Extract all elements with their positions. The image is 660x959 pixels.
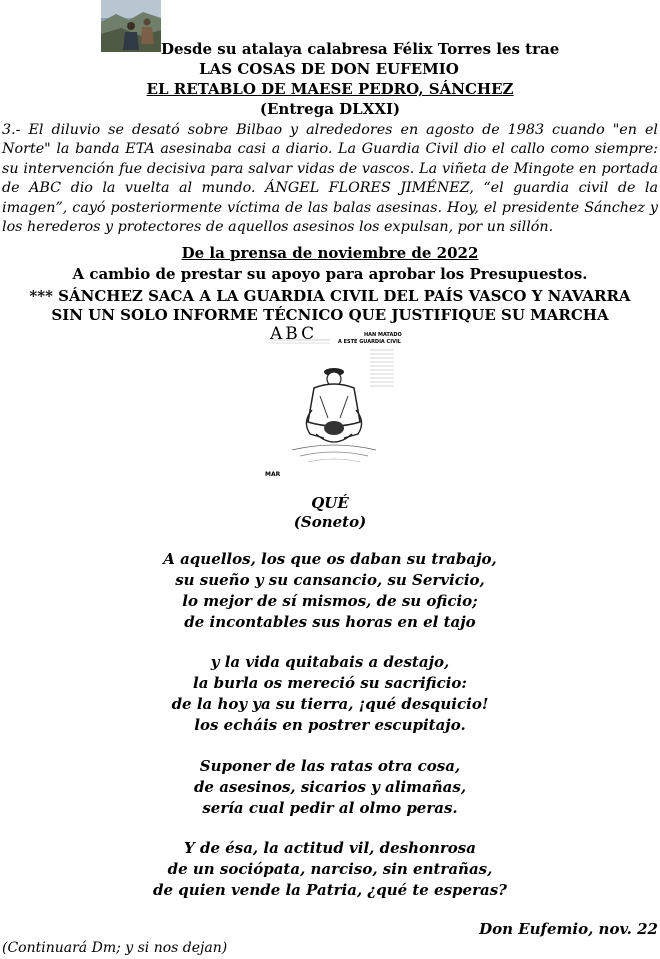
poem-subtitle: (Soneto) xyxy=(293,513,367,531)
poem-line: Suponer de las ratas otra cosa, xyxy=(199,757,461,775)
poem-line: de incontables sus horas en el tajo xyxy=(184,613,476,631)
poem-stanza-1 xyxy=(0,549,660,633)
header-line-1: Desde su atalaya calabresa Félix Torres les trae xyxy=(161,40,560,58)
poem-line: lo mejor de sí mismos, de su oficio; xyxy=(182,592,478,610)
footer-note: (Continuará Dm; y si nos dejan) xyxy=(2,940,228,956)
news-line-2: *** SÁNCHEZ SACA A LA GUARDIA CIVIL DEL PAÍS VASCO Y NAVARRA xyxy=(29,287,631,305)
header-line-4: (Entrega DLXXI) xyxy=(259,100,401,118)
poem-line: y la vida quitabais a destajo, xyxy=(210,653,450,671)
poem-line: de quien vende la Patria, ¿qué te esperas? xyxy=(153,881,507,899)
cartoon-headline-1: HAN MATADO xyxy=(364,332,402,338)
poem-stanza-3 xyxy=(0,756,660,819)
poem-line: los echáis en postrer escupitajo. xyxy=(194,716,466,734)
header-line-3: EL RETABLO DE MAESE PEDRO, SÁNCHEZ xyxy=(146,80,514,98)
poem-title: QUÉ xyxy=(311,494,349,512)
author-photo xyxy=(101,0,161,52)
news-line-3: SIN UN SOLO INFORME TÉCNICO QUE JUSTIFIQUE SU MARCHA xyxy=(51,306,609,324)
signature: Don Eufemio, nov. 22 xyxy=(479,920,658,938)
news-line-1: A cambio de prestar su apoyo para aprobar los Presupuestos. xyxy=(72,265,588,283)
abc-cartoon xyxy=(265,324,402,486)
cartoon-masthead: ABC xyxy=(270,324,318,344)
header-line-2: LAS COSAS DE DON EUFEMIO xyxy=(199,60,459,78)
cartoon-headline-2: A ESTE GUARDIA CIVIL xyxy=(338,339,401,345)
cartoon-signature: MAR xyxy=(265,471,281,478)
poem-line: sería cual pedir al olmo peras. xyxy=(202,799,458,817)
poem-stanza-4 xyxy=(0,838,660,901)
poem-line: la burla os mereció su sacrificio: xyxy=(193,674,467,692)
poem-line: Y de ésa, la actitud vil, deshonrosa xyxy=(184,839,476,857)
intro-paragraph: 3.- El diluvio se desató sobre Bilbao y alrededores en agosto de 1983 cuando "en el Norte" la banda ETA asesinaba casi a diario. La Guardia Civil dio el callo como siempre: su intervención fue decisiva para salvar vidas de vascos. La viñeta de Mingote en portada de ABC dio la vuelta al mundo. ÁNGEL FLORES JIMÉNEZ, “el guardia civil de la imagen”, cayó posteriormente víctima de las balas asesinas. Hoy, el presidente Sánchez y los herederos y protectores de aquellos asesinos los expulsan, por un sillón. xyxy=(2,122,658,236)
poem-line: de asesinos, sicarios y alimañas, xyxy=(193,778,467,796)
poem-line: su sueño y su cansancio, su Servicio, xyxy=(175,571,485,589)
poem-stanza-2 xyxy=(0,652,660,736)
poem-line: de un sociópata, narciso, sin entrañas, xyxy=(167,860,493,878)
poem-line: A aquellos, los que os daban su trabajo, xyxy=(163,550,497,568)
news-dateline: De la prensa de noviembre de 2022 xyxy=(181,244,479,262)
poem-line: de la hoy ya su tierra, ¡qué desquicio! xyxy=(171,695,489,713)
